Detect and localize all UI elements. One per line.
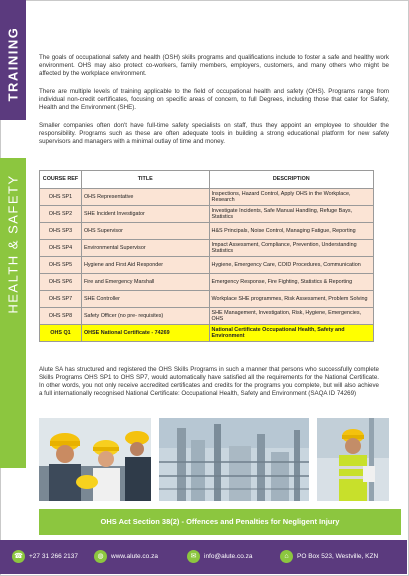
photo-strip [39, 418, 389, 501]
footer-phone[interactable] [12, 550, 78, 563]
refinery-photo [159, 418, 309, 501]
footer-address [280, 550, 378, 563]
intro-paragraph: There are multiple levels of training applicable to the field of occupational health and safety (OHS). Programs range from individual non-credit certificates, focusing on specific areas of concern, to full Degrees, including those that cater for Safety, Health and the Environment (SHE). [39, 88, 389, 111]
course-ref: OHS SP6 [40, 274, 82, 291]
table-row [40, 308, 374, 325]
course-ref: OHS SP8 [40, 308, 82, 325]
globe-icon: ◍ [94, 550, 107, 563]
email-link: info@alute.co.za [204, 553, 253, 560]
course-title: OHS Supervisor [81, 223, 209, 240]
website-link: www.alute.co.za [111, 553, 158, 560]
contact-footer [0, 540, 407, 574]
intro-paragraph: The goals of occupational safety and health (OSH) skills programs and qualifications include to foster a safe and healthy work environment. OHS may also protect co-workers, family members, employers, customers, and many others who might be affected by the workplace environment. [39, 54, 389, 77]
footer-website[interactable] [94, 550, 158, 563]
course-title: Fire and Emergency Marshall [81, 274, 209, 291]
course-table [39, 170, 374, 342]
course-title: Environmental Supervisor [81, 240, 209, 257]
course-ref: OHS SP5 [40, 257, 82, 274]
course-description: Investigate Incidents, Safe Manual Handling, Refuge Bays, Statistics [209, 206, 373, 223]
course-ref: OHS SP3 [40, 223, 82, 240]
intro-text [39, 54, 389, 156]
course-description: SHE Management, Investigation, Risk, Hygiene, Emergencies, OHS [209, 308, 373, 325]
email-icon: ✉ [187, 550, 200, 563]
course-description: Inspections, Hazard Control, Apply OHS in the Workplace, Research [209, 189, 373, 206]
table-row [40, 206, 374, 223]
phone-icon: ☎ [12, 550, 25, 563]
table-row [40, 223, 374, 240]
phone-number: +27 31 266 2137 [29, 553, 78, 560]
course-ref: OHS SP2 [40, 206, 82, 223]
course-title: OHS Representative [81, 189, 209, 206]
course-title: Safety Officer (no pre- requisites) [81, 308, 209, 325]
course-description: Emergency Response, Fire Fighting, Statistics & Reporting [209, 274, 373, 291]
course-description: Workplace SHE programmes, Risk Assessment, Problem Solving [209, 291, 373, 308]
col-header-title: TITLE [81, 171, 209, 189]
location-icon: ⌂ [280, 550, 293, 563]
col-header-description: DESCRIPTION [209, 171, 373, 189]
col-header-ref: COURSE REF [40, 171, 82, 189]
course-title: OHSE National Certificate - 74269 [81, 325, 209, 342]
intro-paragraph: Smaller companies often don't have full-time safety specialists on staff, thus they appoint an employee to shoulder the responsibility. Programs such as these are often adequate tools in building a strong educational platform for new safety supervisors and managers with a minimal outlay of time and money. [39, 122, 389, 145]
course-title: SHE Incident Investigator [81, 206, 209, 223]
sidebar-training [0, 0, 26, 120]
ohs-act-banner: OHS Act Section 38(2) - Offences and Penalties for Negligent Injury [39, 509, 401, 535]
table-row [40, 240, 374, 257]
table-row [40, 257, 374, 274]
table-row [40, 189, 374, 206]
course-description: National Certificate Occupational Health, Safety and Environment [209, 325, 373, 342]
postal-address: PO Box 523, Westville, KZN [297, 553, 379, 560]
course-ref: OHS SP7 [40, 291, 82, 308]
course-ref: OHS Q1 [40, 325, 82, 342]
course-title: SHE Controller [81, 291, 209, 308]
course-description: H&S Principals, Noise Control, Managing Fatigue, Reporting [209, 223, 373, 240]
footer-email[interactable] [187, 550, 253, 563]
table-header-row [40, 171, 374, 189]
closing-paragraph: Alute SA has structured and registered the OHS Skills Programs in such a manner that persons who successfully complete Skills Programs OHS SP1 to OHS SP7, would automatically have satisfied all the requirements for the National Certificate. In other words, you not only receive accredited certificates and credits for the programs you complete, but will also achieve a full internationally recognised National Certificate: Occupational Health, Safety and Environment (SAQA ID 74269) [39, 366, 379, 397]
course-title: Hygiene and First Aid Responder [81, 257, 209, 274]
course-ref: OHS SP4 [40, 240, 82, 257]
inspector-photo [317, 418, 389, 501]
course-description: Impact Assessment, Compliance, Prevention, Understanding Statistics [209, 240, 373, 257]
sidebar-health-safety-label: HEALTH & SAFETY [5, 174, 21, 314]
course-ref: OHS SP1 [40, 189, 82, 206]
sidebar-health-safety [0, 158, 26, 468]
sidebar-training-label: TRAINING [5, 26, 21, 102]
course-description: Hygiene, Emergency Care, COID Procedures, Communication [209, 257, 373, 274]
table-row [40, 291, 374, 308]
table-row-highlighted [40, 325, 374, 342]
workers-photo [39, 418, 151, 501]
table-row [40, 274, 374, 291]
